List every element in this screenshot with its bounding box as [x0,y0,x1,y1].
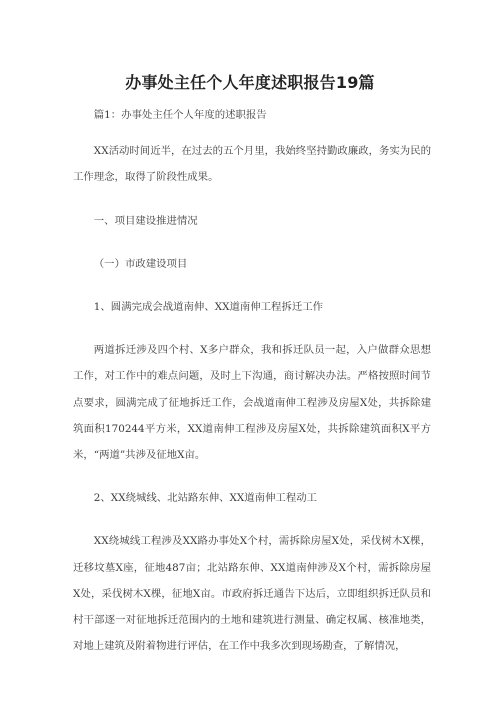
intro-paragraph: XX活动时间近半，在过去的五个月里，我始终坚持勤政廉政，务实为民的工作理念，取得了阶段性成果。 [73,145,431,184]
item-heading: 2、XX绕城线、北站路东伸、XX道南伸工程动工 [93,492,318,505]
subsection-heading: （一）市政建设项目 [93,257,188,270]
item-paragraph: XX绕城线工程涉及XX路办事处X个村，需拆除房屋X处，采伐树木X棵，迁移坟墓X座，征地487亩；北站路东伸、XX道南伸涉及X个村，需拆除房屋X处，采伐树木X棵，征地X亩。市政府拆迁通告下达后，立即组织拆迁队员和村干部逐一对征地拆迁范围内的土地和建筑进行测量、确定权属、核准地类，对地上建筑及附着物进行评估，在工作中我多次到现场勘查，了解情况， [73,535,431,653]
subtitle: 篇1：办事处主任个人年度的述职报告 [93,109,267,121]
item-paragraph: 两道拆迁涉及四个村、X多户群众，我和拆迁队员一起，入户做群众思想工作，对工作中的难点问题，及时上下沟通，商讨解决办法。严格按照时间节点要求，圆满完成了征地拆迁工作，会战道南伸工程涉及房屋X处，共拆除建筑面积170244平方米，XX道南伸工程涉及房屋X处，共拆除建筑面积X平方米，“两道”共涉及征地X亩。 [73,344,431,462]
document-body [73,102,431,659]
section-heading: 一、项目建设推进情况 [93,214,198,227]
document-title: 办事处主任个人年度述职报告19篇 [125,73,375,92]
item-heading: 1、圆满完成会战道南伸、XX道南伸工程拆迁工作 [93,301,324,314]
